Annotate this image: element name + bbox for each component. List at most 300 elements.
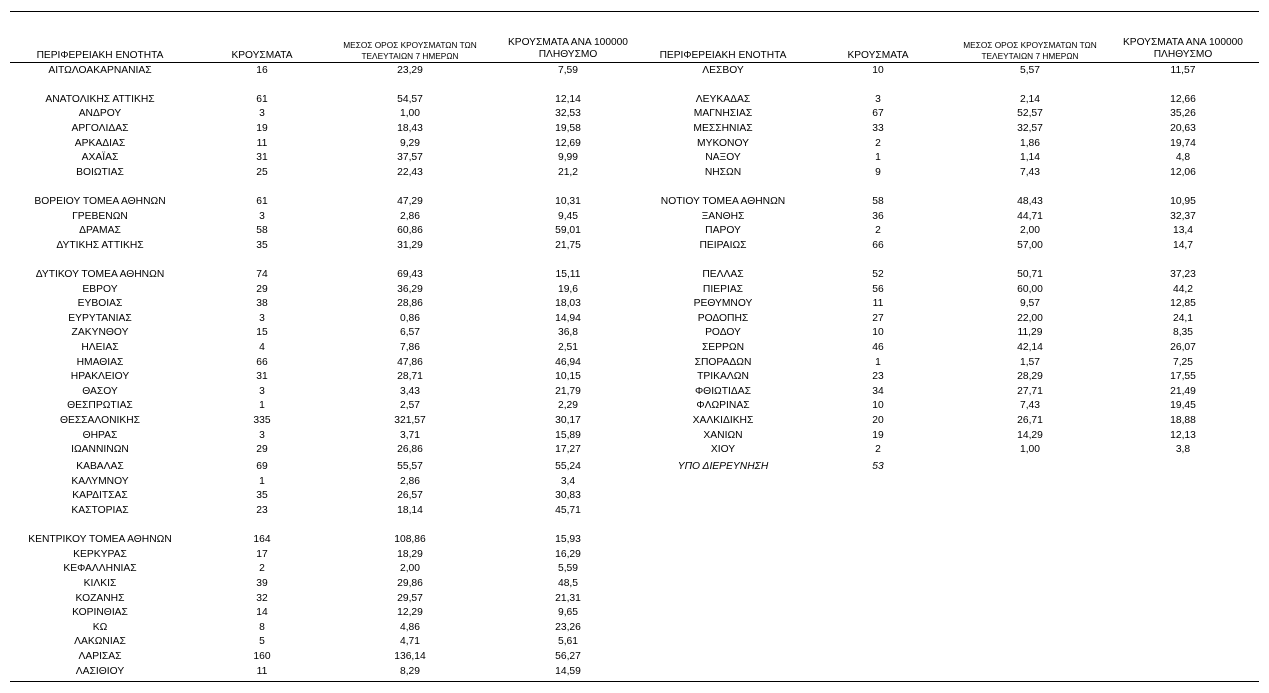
per-cell: 32,53	[555, 108, 581, 120]
table-row	[0, 64, 1269, 79]
per-cell: 24,1	[1172, 312, 1194, 324]
region-name-cell: ΚΩ	[92, 621, 108, 633]
region-name-cell: ΚΑΛΥΜΝΟΥ	[71, 475, 129, 487]
cases-cell: 20	[872, 414, 884, 426]
avg-cell: 8,29	[399, 665, 421, 677]
region-name-cell: ΛΕΥΚΑΔΑΣ	[695, 93, 751, 105]
table-row	[0, 592, 1269, 607]
cases-cell: 10	[872, 64, 884, 76]
table-row	[0, 606, 1269, 621]
cases-cell: 4	[259, 341, 265, 353]
avg-cell: 2,57	[399, 400, 421, 412]
avg-cell: 28,71	[397, 371, 423, 383]
avg-cell: 57,00	[1017, 239, 1043, 251]
avg-cell: 9,57	[1019, 298, 1041, 310]
table-row	[0, 635, 1269, 650]
avg-cell: 22,43	[397, 166, 423, 178]
per-cell: 18,03	[555, 298, 581, 310]
region-name-cell: ΚΟΖΑΝΗΣ	[75, 592, 125, 604]
region-name-cell: ΡΟΔΟΥ	[705, 327, 741, 339]
avg-cell: 1,00	[399, 108, 421, 120]
region-name-cell: ΗΜΑΘΙΑΣ	[76, 356, 124, 368]
cases-cell: 1	[875, 152, 881, 164]
region-name-cell: ΚΕΝΤΡΙΚΟΥ ΤΟΜΕΑ ΑΘΗΝΩΝ	[28, 534, 172, 546]
region-name-cell: ΦΛΩΡΙΝΑΣ	[696, 400, 750, 412]
cases-cell: 19	[256, 122, 268, 134]
cases-cell: 25	[256, 166, 268, 178]
region-name-cell: ΝΗΣΩΝ	[704, 166, 742, 178]
region-name-cell: ΗΡΑΚΛΕΙΟΥ	[70, 371, 130, 383]
table-row	[0, 283, 1269, 298]
table-row	[0, 621, 1269, 636]
cases-cell: 35	[256, 239, 268, 251]
avg-cell: 2,14	[1019, 93, 1041, 105]
table-row	[0, 210, 1269, 225]
region-name-cell: ΙΩΑΝΝΙΝΩΝ	[71, 444, 129, 456]
cases-cell: 19	[872, 429, 884, 441]
per-cell: 17,55	[1170, 371, 1196, 383]
cases-cell: 23	[872, 371, 884, 383]
header-per-line1: ΚΡΟΥΣΜΑΤΑ ΑΝΑ 100000	[1123, 37, 1243, 48]
region-name-cell: ΛΑΚΩΝΙΑΣ	[74, 636, 126, 648]
cases-cell: 34	[872, 385, 884, 397]
region-name-cell: ΖΑΚΥΝΘΟΥ	[71, 327, 129, 339]
avg-cell: 7,86	[399, 341, 421, 353]
region-name-cell: ΜΕΣΣΗΝΙΑΣ	[693, 122, 753, 134]
cases-cell: 3	[259, 312, 265, 324]
avg-cell: 1,14	[1019, 152, 1041, 164]
table-row	[0, 385, 1269, 400]
region-name-cell: ΚΟΡΙΝΘΙΑΣ	[72, 607, 128, 619]
cases-cell: 29	[256, 283, 268, 295]
table-row	[0, 414, 1269, 429]
avg-cell: 1,00	[1019, 444, 1041, 456]
avg-cell: 26,71	[1017, 414, 1043, 426]
per-cell: 3,8	[1175, 444, 1191, 456]
per-cell: 10,95	[1170, 195, 1196, 207]
avg-cell: 4,71	[399, 636, 421, 648]
header-avg-line1: ΜΕΣΟΣ ΟΡΟΣ ΚΡΟΥΣΜΑΤΩΝ ΤΩΝ	[343, 40, 477, 50]
per-cell: 15,93	[555, 534, 581, 546]
cases-cell: 14	[256, 607, 268, 619]
per-cell: 10,15	[555, 371, 581, 383]
region-name-cell: ΜΥΚΟΝΟΥ	[697, 137, 749, 149]
avg-cell: 28,86	[397, 298, 423, 310]
per-cell: 12,69	[555, 137, 581, 149]
avg-cell: 7,43	[1019, 166, 1041, 178]
region-name-cell: ΤΡΙΚΑΛΩΝ	[697, 371, 749, 383]
table-row	[0, 326, 1269, 341]
per-cell: 55,24	[555, 461, 581, 473]
cases-cell: 1	[875, 356, 881, 368]
header-avg-left	[330, 40, 490, 62]
region-name-cell: ΔΥΤΙΚΗΣ ΑΤΤΙΚΗΣ	[56, 239, 144, 251]
region-name-cell: ΑΡΓΟΛΙΔΑΣ	[71, 122, 129, 134]
top-rule	[10, 11, 1259, 12]
cases-cell: 69	[256, 461, 268, 473]
region-name-cell: ΗΛΕΙΑΣ	[81, 341, 119, 353]
per-cell: 36,8	[557, 327, 579, 339]
avg-cell: 0,86	[399, 312, 421, 324]
region-name-cell: ΧΙΟΥ	[710, 444, 736, 456]
spacer-row	[0, 519, 1269, 534]
region-name-cell: ΣΠΟΡΑΔΩΝ	[694, 356, 752, 368]
per-cell: 5,59	[557, 563, 579, 575]
cases-cell: 56	[872, 283, 884, 295]
region-name-cell: ΧΑΝΙΩΝ	[703, 429, 743, 441]
per-cell: 19,74	[1170, 137, 1196, 149]
avg-cell: 26,57	[397, 490, 423, 502]
region-name-cell: ΝΑΞΟΥ	[705, 152, 741, 164]
cases-cell: 36	[872, 210, 884, 222]
table-row	[0, 195, 1269, 210]
avg-cell: 12,29	[397, 607, 423, 619]
avg-cell: 2,00	[399, 563, 421, 575]
region-name-cell: ΑΝΑΤΟΛΙΚΗΣ ΑΤΤΙΚΗΣ	[45, 93, 155, 105]
table-row	[0, 665, 1269, 680]
per-cell: 7,25	[1172, 356, 1194, 368]
per-cell: 26,07	[1170, 341, 1196, 353]
avg-cell: 27,71	[1017, 385, 1043, 397]
per-cell: 45,71	[555, 505, 581, 516]
region-name-cell: ΠΕΙΡΑΙΩΣ	[699, 239, 747, 251]
avg-cell: 2,86	[399, 475, 421, 487]
table-row	[0, 341, 1269, 356]
cases-cell: 35	[256, 490, 268, 502]
avg-cell: 136,14	[394, 651, 426, 662]
spacer-row	[0, 180, 1269, 195]
per-cell: 14,7	[1172, 239, 1194, 251]
table-row	[0, 166, 1269, 181]
region-name-cell: ΠΙΕΡΙΑΣ	[702, 283, 744, 295]
per-cell: 23,26	[555, 621, 581, 633]
cases-cell: 27	[872, 312, 884, 324]
avg-cell: 26,86	[397, 444, 423, 456]
region-name-cell: ΔΡΑΜΑΣ	[79, 225, 121, 237]
cases-cell: 31	[256, 152, 268, 164]
per-cell: 14,59	[555, 665, 581, 677]
header-avg-line1: ΜΕΣΟΣ ΟΡΟΣ ΚΡΟΥΣΜΑΤΩΝ ΤΩΝ	[963, 40, 1097, 50]
avg-cell: 60,00	[1017, 283, 1043, 295]
per-cell: 14,94	[555, 312, 581, 324]
table-row	[0, 93, 1269, 108]
avg-cell: 1,86	[1019, 137, 1041, 149]
avg-cell: 52,57	[1017, 108, 1043, 120]
cases-cell: 160	[253, 651, 271, 662]
cases-cell: 2	[875, 137, 881, 149]
region-name-cell: ΚΙΛΚΙΣ	[83, 578, 117, 589]
table-row	[0, 489, 1269, 504]
cases-cell: 2	[259, 563, 265, 575]
cases-cell: 2	[875, 444, 881, 456]
per-cell: 3,4	[560, 475, 576, 487]
avg-cell: 14,29	[1017, 429, 1043, 441]
table-row	[0, 548, 1269, 563]
cases-cell: 3	[259, 210, 265, 222]
table-row	[0, 297, 1269, 312]
avg-cell: 2,86	[399, 210, 421, 222]
avg-cell: 36,29	[397, 283, 423, 295]
region-name-cell: ΝΟΤΙΟΥ ΤΟΜΕΑ ΑΘΗΝΩΝ	[660, 195, 786, 207]
header-region-left: ΠΕΡΙΦΕΡΕΙΑΚΗ ΕΝΟΤΗΤΑ	[36, 50, 164, 61]
table-row	[0, 370, 1269, 385]
header-region-right: ΠΕΡΙΦΕΡΕΙΑΚΗ ΕΝΟΤΗΤΑ	[659, 50, 787, 61]
avg-cell: 55,57	[397, 461, 423, 473]
cases-cell: 52	[872, 268, 884, 280]
per-cell: 15,11	[555, 268, 581, 280]
region-name-cell: ΕΒΡΟΥ	[82, 283, 118, 295]
table-row	[0, 268, 1269, 283]
cases-cell: 164	[253, 534, 271, 546]
region-name-cell: ΦΘΙΩΤΙΔΑΣ	[694, 385, 752, 397]
header-cases-left: ΚΡΟΥΣΜΑΤΑ	[231, 50, 293, 61]
table-row	[0, 137, 1269, 152]
region-name-cell: ΑΡΚΑΔΙΑΣ	[74, 137, 126, 149]
region-name-cell: ΔΥΤΙΚΟΥ ΤΟΜΕΑ ΑΘΗΝΩΝ	[35, 268, 165, 280]
region-name-cell: ΕΥΡΥΤΑΝΙΑΣ	[68, 312, 132, 324]
avg-cell: 3,71	[399, 429, 421, 441]
per-cell: 7,59	[557, 64, 579, 76]
avg-cell: 23,29	[397, 64, 423, 76]
per-cell: 12,13	[1170, 429, 1196, 441]
per-cell: 19,6	[557, 283, 579, 295]
region-name-cell: ΒΟΙΩΤΙΑΣ	[76, 166, 124, 178]
table-row	[0, 475, 1269, 490]
per-cell: 2,51	[557, 341, 579, 353]
table-row	[0, 533, 1269, 548]
per-cell: 19,45	[1170, 400, 1196, 412]
region-name-cell: ΑΙΤΩΛΟΑΚΑΡΝΑΝΙΑΣ	[48, 64, 152, 76]
cases-cell: 58	[256, 225, 268, 237]
per-cell: 35,26	[1170, 108, 1196, 120]
cases-cell: 11	[872, 298, 884, 310]
cases-cell: 1	[259, 475, 265, 487]
table-row	[0, 650, 1269, 665]
per-cell: 48,5	[557, 578, 579, 589]
header-per-left	[493, 37, 643, 60]
per-cell: 16,29	[555, 548, 581, 560]
avg-cell: 7,43	[1019, 400, 1041, 412]
region-name-cell: ΘΕΣΣΑΛΟΝΙΚΗΣ	[59, 414, 141, 426]
per-cell: 9,99	[557, 152, 579, 164]
avg-cell: 18,43	[397, 122, 423, 134]
avg-cell: 69,43	[397, 268, 423, 280]
per-cell: 56,27	[555, 651, 581, 662]
cases-cell: 335	[253, 414, 271, 426]
cases-cell: 58	[872, 195, 884, 207]
per-cell: 30,83	[555, 490, 581, 502]
avg-cell: 54,57	[397, 93, 423, 105]
cases-cell: 39	[256, 578, 268, 589]
region-name-cell: ΒΟΡΕΙΟΥ ΤΟΜΕΑ ΑΘΗΝΩΝ	[34, 195, 166, 207]
per-cell: 12,66	[1170, 93, 1196, 105]
per-cell: 21,75	[555, 239, 581, 251]
region-name-cell: ΚΕΡΚΥΡΑΣ	[73, 548, 127, 560]
table-row	[0, 122, 1269, 137]
per-cell: 11,57	[1170, 64, 1196, 76]
region-name-cell: ΚΑΡΔΙΤΣΑΣ	[72, 490, 128, 502]
table-row	[0, 460, 1269, 475]
header-per-line2: ΠΛΗΘΥΣΜΟ	[538, 48, 598, 60]
avg-cell: 60,86	[397, 225, 423, 237]
cases-cell: 46	[872, 341, 884, 353]
avg-cell: 37,57	[397, 152, 423, 164]
cases-cell: 66	[872, 239, 884, 251]
per-cell: 12,85	[1170, 298, 1196, 310]
avg-cell: 48,43	[1017, 195, 1043, 207]
cases-cell: 3	[259, 385, 265, 397]
avg-cell: 2,00	[1019, 225, 1041, 237]
header-per-right	[1108, 37, 1258, 60]
region-name-cell: ΕΥΒΟΙΑΣ	[77, 298, 123, 310]
per-cell: 17,27	[555, 444, 581, 456]
cases-cell: 61	[256, 93, 268, 105]
cases-cell: 74	[256, 268, 268, 280]
table-row	[0, 107, 1269, 122]
avg-cell: 18,14	[397, 505, 423, 516]
per-cell: 13,4	[1172, 225, 1194, 237]
region-name-cell: ΑΝΔΡΟΥ	[78, 108, 122, 120]
region-name-cell: ΚΑΒΑΛΑΣ	[76, 461, 124, 473]
region-name-cell: ΘΑΣΟΥ	[82, 385, 118, 397]
per-cell: 21,49	[1170, 385, 1196, 397]
header-avg-right	[950, 40, 1110, 62]
cases-cell: 3	[875, 93, 881, 105]
cases-cell: 23	[256, 505, 268, 516]
per-cell: 9,65	[557, 607, 579, 619]
region-name-cell: ΚΑΣΤΟΡΙΑΣ	[71, 505, 129, 516]
per-cell: 19,58	[555, 122, 581, 134]
header-cases-right: ΚΡΟΥΣΜΑΤΑ	[847, 50, 909, 61]
table-row	[0, 577, 1269, 592]
per-cell: 9,45	[557, 210, 579, 222]
cases-cell: 11	[256, 665, 268, 677]
region-name-cell: ΘΗΡΑΣ	[82, 429, 118, 441]
avg-cell: 18,29	[397, 548, 423, 560]
table-row	[0, 312, 1269, 327]
region-name-cell: ΚΕΦΑΛΛΗΝΙΑΣ	[63, 563, 137, 575]
region-name-cell: ΓΡΕΒΕΝΩΝ	[72, 210, 128, 222]
header-per-line1: ΚΡΟΥΣΜΑΤΑ ΑΝΑ 100000	[508, 37, 628, 48]
region-name-cell: ΡΟΔΟΠΗΣ	[697, 312, 749, 324]
spacer-row	[0, 253, 1269, 268]
per-cell: 21,31	[555, 592, 581, 604]
cases-cell: 5	[259, 636, 265, 648]
header-avg-line2: ΤΕΛΕΥΤΑΙΩΝ 7 ΗΜΕΡΩΝ	[981, 51, 1079, 61]
per-cell: 30,17	[555, 414, 581, 426]
region-name-cell: ΠΕΛΛΑΣ	[702, 268, 744, 280]
cases-cell: 8	[259, 621, 265, 633]
cases-cell: 10	[872, 400, 884, 412]
header-per-line2: ΠΛΗΘΥΣΜΟ	[1153, 48, 1213, 60]
region-name-cell: ΜΑΓΝΗΣΙΑΣ	[693, 108, 753, 120]
cases-cell: 15	[256, 327, 268, 339]
avg-cell: 321,57	[394, 414, 426, 426]
per-cell: 8,35	[1172, 327, 1194, 339]
avg-cell: 42,14	[1017, 341, 1043, 353]
table-row	[0, 239, 1269, 254]
region-name-cell: ΠΑΡΟΥ	[705, 225, 741, 237]
table-row	[0, 151, 1269, 166]
per-cell: 5,61	[557, 636, 579, 648]
cases-cell: 32	[256, 592, 268, 604]
avg-cell: 47,29	[397, 195, 423, 207]
cases-cell: 66	[256, 356, 268, 368]
cases-cell: 10	[872, 327, 884, 339]
region-name-cell: ΧΑΛΚΙΔΙΚΗΣ	[692, 414, 754, 426]
bottom-rule	[10, 681, 1259, 682]
avg-cell: 47,86	[397, 356, 423, 368]
per-cell: 44,2	[1172, 283, 1194, 295]
region-name-cell: ΛΕΣΒΟΥ	[702, 64, 744, 76]
header-avg-line2: ΤΕΛΕΥΤΑΙΩΝ 7 ΗΜΕΡΩΝ	[361, 51, 459, 61]
avg-cell: 29,86	[397, 578, 423, 589]
table-row	[0, 504, 1269, 519]
region-name-cell: ΑΧΑΪΑΣ	[81, 152, 119, 164]
cases-cell: 31	[256, 371, 268, 383]
per-cell: 15,89	[555, 429, 581, 441]
avg-cell: 6,57	[399, 327, 421, 339]
avg-cell: 29,57	[397, 592, 423, 604]
avg-cell: 108,86	[394, 534, 426, 546]
cases-cell: 2	[875, 225, 881, 237]
per-cell: 18,88	[1170, 414, 1196, 426]
per-cell: 20,63	[1170, 122, 1196, 134]
per-cell: 21,79	[555, 385, 581, 397]
per-cell: 4,8	[1175, 152, 1191, 164]
per-cell: 59,01	[555, 225, 581, 237]
table-row	[0, 443, 1269, 458]
per-cell: 10,31	[555, 195, 581, 207]
cases-cell: 17	[256, 548, 268, 560]
per-cell: 12,14	[555, 93, 581, 105]
cases-cell: 1	[259, 400, 265, 412]
avg-cell: 4,86	[399, 621, 421, 633]
table-row	[0, 356, 1269, 371]
region-name-cell: ΘΕΣΠΡΩΤΙΑΣ	[67, 400, 133, 412]
cases-cell: 9	[875, 166, 881, 178]
cases-cell: 11	[256, 137, 268, 149]
cases-cell: 67	[872, 108, 884, 120]
avg-cell: 22,00	[1017, 312, 1043, 324]
cases-cell: 3	[259, 108, 265, 120]
avg-cell: 50,71	[1017, 268, 1043, 280]
region-name-cell: ΞΑΝΘΗΣ	[701, 210, 745, 222]
avg-cell: 5,57	[1019, 64, 1041, 76]
per-cell: 32,37	[1170, 210, 1196, 222]
cases-cell: 3	[259, 429, 265, 441]
avg-cell: 28,29	[1017, 371, 1043, 383]
region-name-cell: ΡΕΘΥΜΝΟΥ	[693, 298, 753, 310]
region-name-cell: ΛΑΣΙΘΙΟΥ	[75, 665, 125, 677]
table-row	[0, 429, 1269, 444]
avg-cell: 44,71	[1017, 210, 1043, 222]
cases-cell: 29	[256, 444, 268, 456]
table-row	[0, 224, 1269, 239]
table-row	[0, 399, 1269, 414]
avg-cell: 32,57	[1017, 122, 1043, 134]
cases-cell: 53	[872, 461, 884, 473]
avg-cell: 11,29	[1017, 327, 1043, 339]
region-name-cell: ΣΕΡΡΩΝ	[701, 341, 745, 353]
per-cell: 2,29	[557, 400, 579, 412]
per-cell: 21,2	[557, 166, 579, 178]
avg-cell: 9,29	[399, 137, 421, 149]
per-cell: 37,23	[1170, 268, 1196, 280]
region-name-cell: ΛΑΡΙΣΑΣ	[78, 651, 122, 662]
per-cell: 12,06	[1170, 166, 1196, 178]
spacer-row	[0, 78, 1269, 93]
